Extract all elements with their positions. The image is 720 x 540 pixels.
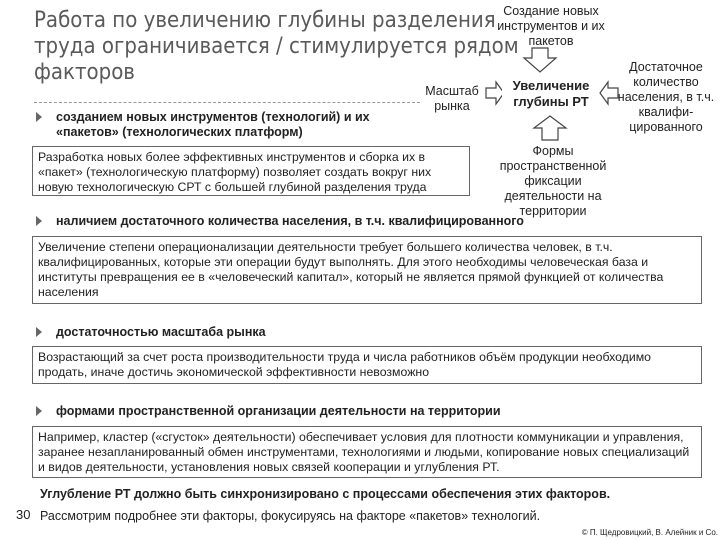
page-number: 30	[16, 507, 31, 522]
diagram-right-label: Достаточное количество населения, в т.ч. квалифи-цированного	[617, 60, 715, 134]
diagram-bottom-label: Формы пространственной фиксации деятельности на территории	[499, 144, 607, 218]
bullet-arrow-icon	[36, 216, 42, 226]
footer-conclusion: Углубление РТ должно быть синхронизировано с процессами обеспечения этих факторов.	[40, 487, 611, 501]
title-divider	[34, 102, 420, 103]
section-3-body: Возрастающий за счет роста производительности труда и числа работников объём продукции необходимо продать, иначе достичь экономической эффективности невозможно	[32, 346, 702, 384]
copyright: © П. Щедровицкий, В. Алейник и Со.	[581, 528, 718, 537]
arrow-down-icon	[520, 46, 560, 76]
section-1-heading: созданием новых инструментов (технологий) и их «пакетов» (технологических платформ)	[56, 110, 370, 139]
section-4-body: Например, кластер («сгусток» деятельности) обеспечивает условия для плотности коммуникации и управления, заранее незапланированный обмен инструментами, технологиями и людьми, копирование новых специализаций и видов деятельности, установления новых связей кооперации и углубления РТ.	[32, 426, 702, 478]
diagram-center-box: Увеличение глубины РТ	[502, 76, 600, 116]
page-title	[34, 8, 519, 86]
diagram-left-label: Масштаб рынка	[425, 84, 479, 113]
footer-note: Рассмотрим подробнее эти факторы, фокусируясь на факторе «пакетов» технологий.	[40, 509, 541, 523]
section-3-heading: достаточностью масштаба рынка	[56, 325, 266, 339]
section-4-heading: формами пространственной организации деятельности на территории	[56, 404, 501, 418]
title-line-2: труда ограничивается / стимулируется рядом	[34, 34, 519, 59]
section-2-heading: наличием достаточного количества населения, в т.ч. квалифицированного	[56, 214, 524, 228]
title-line-1: Работа по увеличению глубины разделения	[34, 8, 496, 33]
section-2-body: Увеличение степени операционализации деятельности требует большего количества человек, в т.ч. квалифицированных, которые эти операции будут выполнять. Для этого необходимы человеческая база и институты превращения ее в «человеческий капитал», который не является прямой функцией от количества населения	[32, 236, 702, 304]
title-line-3: факторов	[34, 60, 135, 85]
diagram-top-label: Создание новых инструментов и их пакетов	[497, 4, 605, 48]
section-1-body: Разработка новых более эффективных инструментов и сборка их в «пакет» (технологическую платформу) позволяет создать вокруг них новую технологическую СРТ с большей глубиной разделения труда	[32, 146, 470, 196]
bullet-arrow-icon	[36, 112, 42, 122]
arrow-up-icon	[530, 114, 570, 142]
bullet-arrow-icon	[36, 406, 42, 416]
bullet-arrow-icon	[36, 327, 42, 337]
